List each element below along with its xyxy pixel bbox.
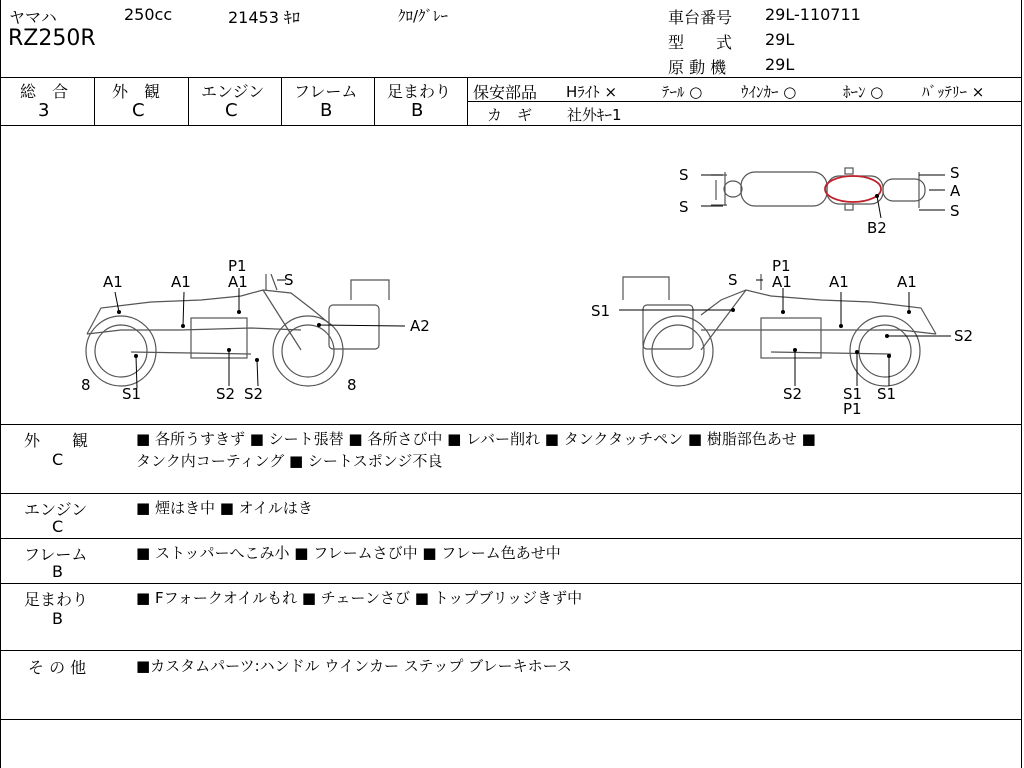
detail-engine-line1: ■ 煙はき中 ■ オイルはき: [136, 499, 313, 517]
engine-label: エンジン: [201, 82, 265, 101]
type-label: 型 式: [668, 33, 733, 52]
right-label-s2-rear: S2: [954, 327, 974, 345]
detail-suspension-line1: ■ Fフォークオイルもれ ■ チェーンさび ■ トップブリッジきず中: [136, 589, 583, 607]
right-label-a1-rear: A1: [897, 273, 917, 291]
left-label-s2-a: S2: [216, 385, 236, 403]
outer-border-right: [1021, 0, 1022, 768]
detail-engine-label: エンジン: [24, 500, 88, 519]
engine-value: C: [225, 100, 238, 121]
frame-number-value: 29L-110711: [765, 5, 861, 24]
top-label-s1: S: [679, 166, 689, 184]
overall-value: 3: [38, 100, 50, 121]
safety-horn: ﾎｰﾝ ○: [843, 83, 884, 101]
safety-parts-label: 保安部品: [473, 83, 538, 102]
detail-frame-line1: ■ ストッパーへこみ小 ■ フレームさび中 ■ フレーム色あせ中: [136, 544, 561, 562]
rule-diagram-bottom: [0, 424, 1022, 425]
safety-tail: ﾃｰﾙ ○: [662, 83, 703, 101]
rule-suspension-bottom: [0, 650, 1022, 651]
right-label-a1-seat: A1: [829, 273, 849, 291]
rule-col-2: [188, 78, 189, 125]
rule-col-1: [94, 78, 95, 125]
detail-exterior-grade: C: [52, 450, 64, 469]
right-label-p1-top: P1: [772, 257, 791, 275]
rule-frame-bottom: [0, 583, 1022, 584]
rule-engine-bottom: [0, 538, 1022, 539]
maker: ヤマハ: [9, 8, 57, 27]
top-view-motorcycle-icon: [711, 168, 925, 210]
left-label-8-rear: 8: [81, 376, 91, 394]
rule-other-bottom: [0, 719, 1022, 720]
detail-other-label: そ の 他: [28, 658, 87, 677]
left-label-s: S: [284, 271, 294, 289]
safety-winker: ｳｲﾝｶｰ ○: [741, 83, 797, 101]
top-label-a: A: [950, 182, 961, 200]
displacement: 250cc: [124, 5, 173, 24]
detail-exterior-line2: タンク内コーティング ■ シートスポンジ不良: [136, 452, 443, 470]
left-label-a1-tank: A1: [228, 273, 248, 291]
left-label-p1: P1: [228, 257, 247, 275]
safety-battery: ﾊﾞｯﾃﾘｰ ×: [922, 83, 985, 101]
key-value: 社外ｷｰ1: [567, 106, 622, 124]
color: ｸﾛ/ｸﾞﾚｰ: [398, 7, 449, 25]
detail-exterior-label: 外 観: [24, 431, 89, 450]
suspension-value: B: [411, 100, 424, 121]
frame-number-label: 車台番号: [668, 8, 733, 27]
detail-suspension-grade: B: [52, 609, 63, 628]
rule-col-5: [467, 78, 468, 125]
detail-exterior-line1: ■ 各所うすきず ■ シート張替 ■ 各所さび中 ■ レバー削れ ■ タンクタッチペン ■ 樹脂部色あせ ■: [136, 430, 816, 448]
rule-exterior-bottom: [0, 493, 1022, 494]
frame-value: B: [320, 100, 333, 121]
detail-suspension-label: 足まわり: [24, 590, 89, 609]
damage-marker-circle: [825, 176, 881, 202]
engine-type-value: 29L: [765, 55, 795, 74]
mileage: 21453 ｷﾛ: [228, 8, 300, 27]
overall-label: 総 合: [20, 82, 69, 101]
right-label-s: S: [728, 271, 738, 289]
detail-engine-grade: C: [52, 517, 64, 536]
top-label-b2: B2: [867, 219, 887, 237]
left-label-s2-b: S2: [244, 385, 264, 403]
left-label-a1-seat: A1: [171, 273, 191, 291]
left-label-a1-rear: A1: [103, 273, 123, 291]
left-label-a2: A2: [410, 317, 430, 335]
engine-type-label: 原 動 機: [668, 58, 727, 77]
exterior-value: C: [132, 100, 145, 121]
frame-label: フレーム: [294, 82, 358, 101]
suspension-label: 足まわり: [387, 82, 452, 101]
type-value: 29L: [765, 30, 795, 49]
left-label-s1: S1: [122, 385, 142, 403]
key-label: カ ギ: [487, 106, 533, 124]
detail-frame-label: フレーム: [24, 545, 88, 564]
top-label-s2: S: [679, 198, 689, 216]
right-label-s2-bottom: S2: [783, 385, 803, 403]
right-label-s1-front: S1: [591, 302, 611, 320]
rule-col-4: [374, 78, 375, 125]
model-name: RZ250R: [8, 26, 96, 51]
right-label-a1-tank: A1: [772, 273, 792, 291]
safety-headlight: Hﾗｲﾄ ×: [566, 83, 618, 101]
top-label-s3: S: [950, 164, 960, 182]
right-label-s1-bottom: S1: [843, 385, 863, 403]
detail-other-line1: ■カスタムパーツ:ハンドル ウインカー ステップ ブレーキホース: [136, 657, 572, 675]
right-label-s1-rear: S1: [877, 385, 897, 403]
exterior-label: 外 観: [112, 82, 161, 101]
rule-header-bottom: [0, 77, 1022, 78]
right-label-p1-bottom: P1: [843, 400, 862, 418]
damage-diagram: [1, 126, 1021, 424]
top-label-s4: S: [950, 202, 960, 220]
left-label-8-front: 8: [347, 376, 357, 394]
rule-col-3: [281, 78, 282, 125]
detail-frame-grade: B: [52, 562, 63, 581]
